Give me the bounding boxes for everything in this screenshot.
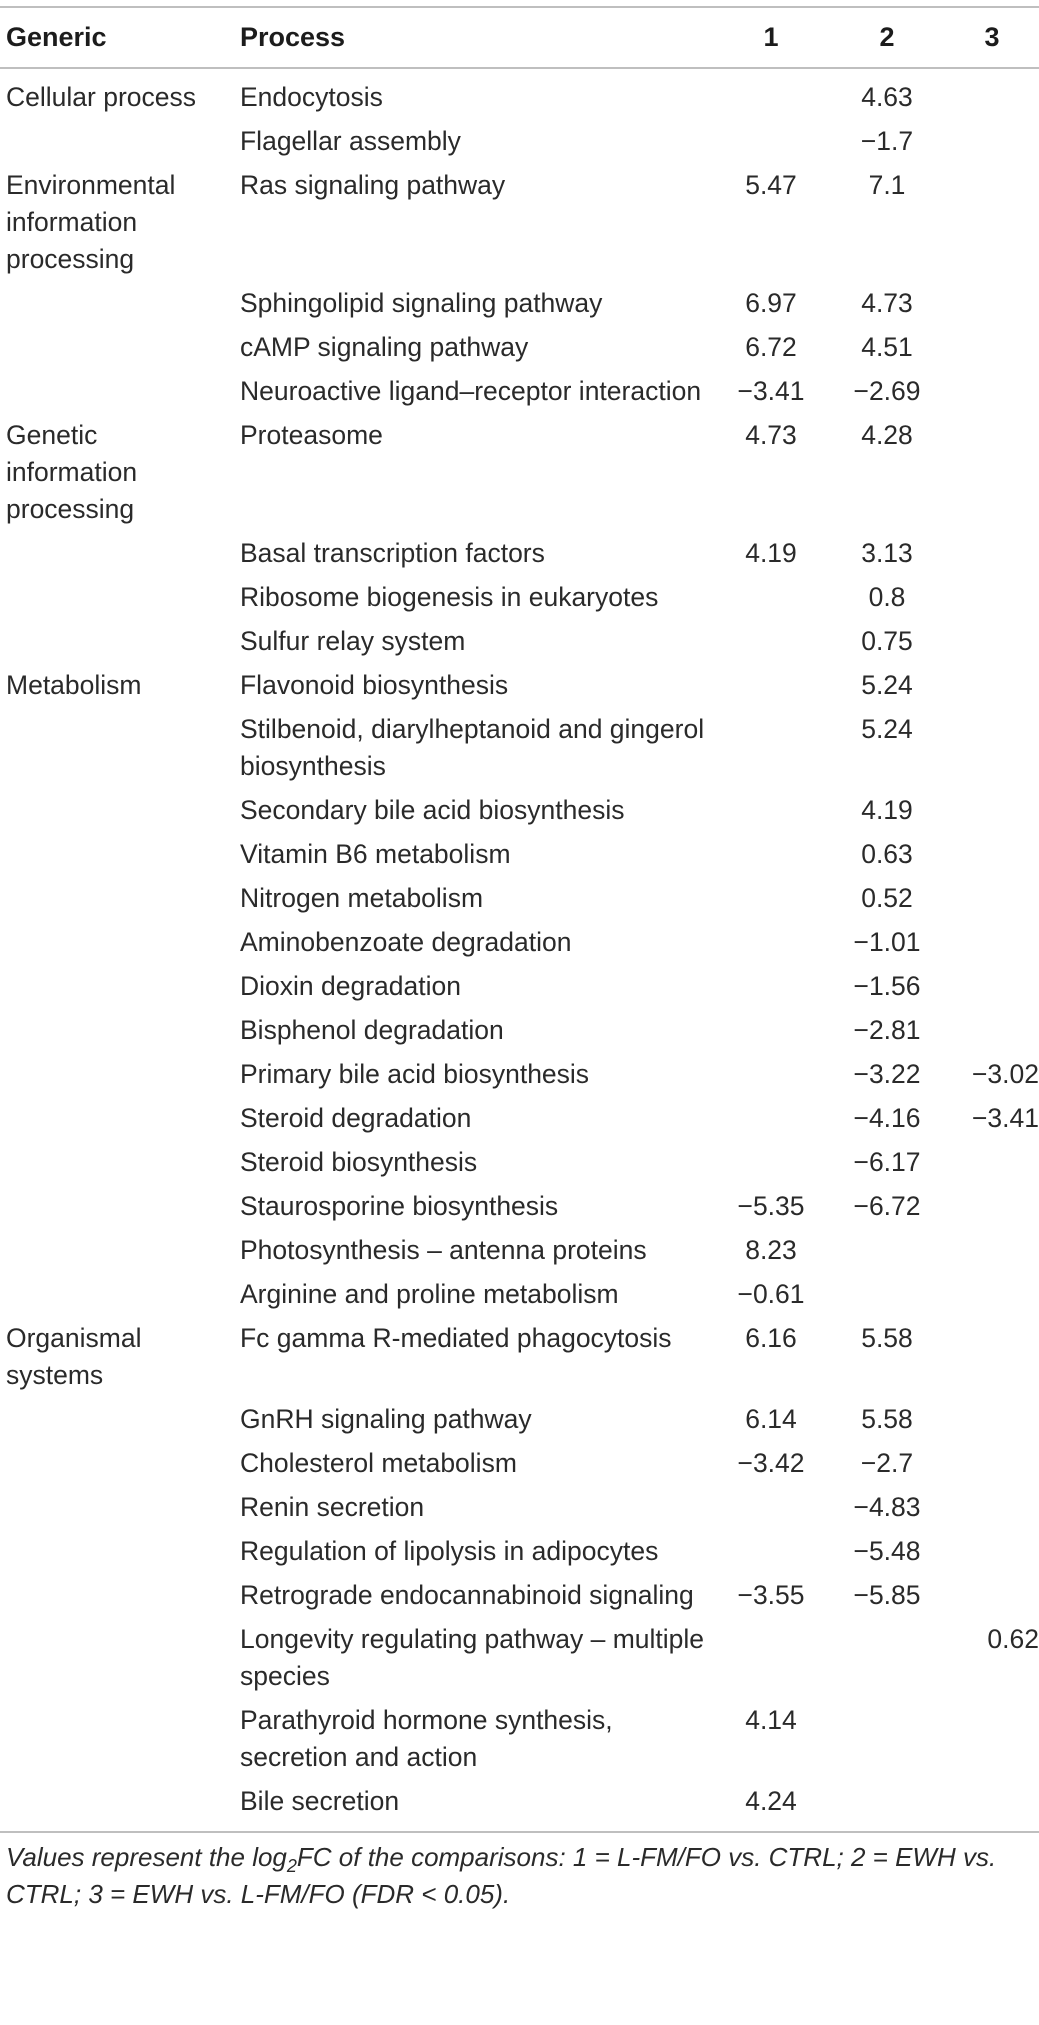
cell-value-2: 5.58	[861, 1404, 913, 1434]
cell-process: Regulation of lipolysis in adipocytes	[240, 1536, 659, 1566]
cell-process: Staurosporine biosynthesis	[240, 1191, 559, 1221]
cell-process: Longevity regulating pathway – multiple species	[240, 1624, 705, 1691]
header-row	[0, 7, 1039, 68]
cell-generic	[0, 788, 234, 832]
cell-value-1	[713, 1529, 829, 1573]
cell-value-3	[945, 920, 1039, 964]
cell-generic	[0, 1698, 234, 1779]
table-row	[0, 1779, 1039, 1823]
cell-value-3	[945, 68, 1039, 119]
footnote-text-1: Values represent the log	[6, 1842, 287, 1872]
cell-value-1: 4.73	[745, 420, 797, 450]
table-row	[0, 531, 1039, 575]
table-row	[0, 1228, 1039, 1272]
cell-value-1	[713, 663, 829, 707]
cell-value-2: 5.24	[861, 670, 913, 700]
cell-value-2	[829, 1779, 945, 1823]
cell-value-1	[713, 920, 829, 964]
cell-value-3	[945, 1441, 1039, 1485]
cell-value-1: −3.55	[737, 1580, 805, 1610]
cell-process: Nitrogen metabolism	[240, 883, 484, 913]
cell-process: Steroid biosynthesis	[240, 1147, 478, 1177]
cell-value-1: −3.42	[737, 1448, 805, 1478]
cell-value-2: −2.69	[853, 376, 921, 406]
cell-value-2: −2.81	[853, 1015, 921, 1045]
cell-value-1	[713, 68, 829, 119]
cell-value-3	[945, 325, 1039, 369]
cell-value-2: 5.24	[861, 714, 913, 744]
cell-value-1	[713, 619, 829, 663]
table-row	[0, 369, 1039, 413]
cell-generic	[0, 369, 234, 413]
cell-generic	[0, 1008, 234, 1052]
cell-value-2: 5.58	[861, 1323, 913, 1353]
cell-value-3	[945, 531, 1039, 575]
cell-process: Primary bile acid biosynthesis	[240, 1059, 590, 1089]
cell-value-3	[945, 163, 1039, 281]
cell-value-1	[713, 1140, 829, 1184]
cell-value-1: 4.19	[745, 538, 797, 568]
cell-process: Proteasome	[240, 420, 383, 450]
cell-value-3	[945, 369, 1039, 413]
table-row	[0, 1485, 1039, 1529]
kegg-process-table	[0, 6, 1039, 1823]
cell-process: Cholesterol metabolism	[240, 1448, 517, 1478]
cell-value-2: −6.17	[853, 1147, 921, 1177]
table-row	[0, 281, 1039, 325]
cell-value-1	[713, 1617, 829, 1698]
cell-value-1	[713, 876, 829, 920]
cell-value-1	[713, 575, 829, 619]
table-row	[0, 68, 1039, 119]
cell-value-3	[945, 1573, 1039, 1617]
cell-process: Arginine and proline metabolism	[240, 1279, 619, 1309]
cell-generic: Organismal systems	[6, 1323, 142, 1390]
table-row	[0, 1272, 1039, 1316]
table-row	[0, 663, 1039, 707]
header-generic: Generic	[0, 7, 234, 68]
cell-generic	[0, 1272, 234, 1316]
cell-value-2: 4.19	[861, 795, 913, 825]
cell-value-3	[945, 663, 1039, 707]
cell-generic	[0, 1140, 234, 1184]
cell-generic	[0, 575, 234, 619]
table-row	[0, 1441, 1039, 1485]
cell-generic	[0, 707, 234, 788]
cell-value-3	[945, 1779, 1039, 1823]
table-row	[0, 1573, 1039, 1617]
table-row	[0, 1052, 1039, 1096]
cell-value-2: 0.8	[868, 582, 906, 612]
cell-value-1: 8.23	[745, 1235, 797, 1265]
cell-value-2: 0.75	[861, 626, 913, 656]
cell-value-1: −5.35	[737, 1191, 805, 1221]
cell-value-1: 6.72	[745, 332, 797, 362]
cell-value-1: 6.16	[745, 1323, 797, 1353]
cell-value-1	[713, 1008, 829, 1052]
header-comparison-1: 1	[713, 7, 829, 68]
cell-generic	[0, 531, 234, 575]
cell-value-1	[713, 119, 829, 163]
cell-value-3	[945, 575, 1039, 619]
table-row	[0, 413, 1039, 531]
cell-value-3	[945, 619, 1039, 663]
cell-generic: Cellular process	[6, 82, 196, 112]
cell-value-2	[829, 1272, 945, 1316]
table-row	[0, 1140, 1039, 1184]
cell-value-2: −1.7	[860, 126, 914, 156]
cell-generic: Environmental information processing	[6, 170, 176, 274]
cell-process: Steroid degradation	[240, 1103, 472, 1133]
cell-value-3	[945, 1529, 1039, 1573]
cell-value-3	[945, 964, 1039, 1008]
table-footnote	[0, 1831, 1039, 1913]
cell-generic	[0, 1397, 234, 1441]
cell-value-2: −4.16	[853, 1103, 921, 1133]
table-row	[0, 707, 1039, 788]
cell-value-3	[945, 119, 1039, 163]
table-row	[0, 575, 1039, 619]
cell-value-3	[945, 707, 1039, 788]
cell-value-1	[713, 964, 829, 1008]
cell-generic	[0, 832, 234, 876]
cell-process: Flavonoid biosynthesis	[240, 670, 509, 700]
table-row	[0, 1617, 1039, 1698]
cell-value-2: −3.22	[853, 1059, 921, 1089]
table-row	[0, 920, 1039, 964]
table-row	[0, 1184, 1039, 1228]
cell-generic	[0, 920, 234, 964]
table-row	[0, 876, 1039, 920]
cell-process: Vitamin B6 metabolism	[240, 839, 511, 869]
cell-value-1: −3.41	[737, 376, 805, 406]
cell-process: Ribosome biogenesis in eukaryotes	[240, 582, 659, 612]
table-row	[0, 1529, 1039, 1573]
cell-process: Fc gamma R-mediated phagocytosis	[240, 1323, 672, 1353]
cell-process: Secondary bile acid biosynthesis	[240, 795, 625, 825]
table-row	[0, 119, 1039, 163]
table-container	[0, 6, 1039, 1913]
cell-value-3	[945, 1485, 1039, 1529]
cell-value-3: −3.02	[971, 1059, 1039, 1089]
cell-value-3	[945, 1228, 1039, 1272]
cell-value-1: 6.14	[745, 1404, 797, 1434]
cell-generic	[0, 1184, 234, 1228]
table-row	[0, 619, 1039, 663]
cell-generic	[0, 119, 234, 163]
header-process: Process	[234, 7, 713, 68]
cell-generic	[0, 964, 234, 1008]
cell-value-1	[713, 1096, 829, 1140]
cell-process: Basal transcription factors	[240, 538, 545, 568]
cell-value-2: −5.48	[853, 1536, 921, 1566]
table-row	[0, 832, 1039, 876]
cell-process: Photosynthesis – antenna proteins	[240, 1235, 647, 1265]
cell-process: Dioxin degradation	[240, 971, 461, 1001]
cell-value-2: −6.72	[853, 1191, 921, 1221]
cell-process: Aminobenzoate degradation	[240, 927, 572, 957]
cell-process: Sulfur relay system	[240, 626, 466, 656]
cell-value-3	[945, 876, 1039, 920]
cell-generic	[0, 1617, 234, 1698]
cell-process: Parathyroid hormone synthesis, secretion and action	[240, 1705, 613, 1772]
cell-value-1: −0.61	[737, 1279, 805, 1309]
table-row	[0, 788, 1039, 832]
cell-value-2: −1.56	[853, 971, 921, 1001]
cell-generic: Metabolism	[6, 670, 142, 700]
cell-value-3	[945, 1140, 1039, 1184]
cell-value-1	[713, 832, 829, 876]
cell-value-3	[945, 281, 1039, 325]
cell-value-3: −3.41	[971, 1103, 1039, 1133]
table-row	[0, 1096, 1039, 1140]
cell-generic	[0, 1485, 234, 1529]
cell-value-2	[829, 1698, 945, 1779]
cell-process: Bisphenol degradation	[240, 1015, 504, 1045]
cell-process: Stilbenoid, diarylheptanoid and gingerol biosynthesis	[240, 714, 705, 781]
footnote-subscript: 2	[286, 1856, 297, 1876]
header-comparison-2: 2	[829, 7, 945, 68]
cell-value-3	[945, 788, 1039, 832]
cell-value-1	[713, 788, 829, 832]
table-row	[0, 1008, 1039, 1052]
cell-value-1: 4.24	[745, 1786, 797, 1816]
cell-value-2: −2.7	[860, 1448, 914, 1478]
cell-generic	[0, 619, 234, 663]
cell-process: Ras signaling pathway	[240, 170, 506, 200]
cell-process: Retrograde endocannabinoid signaling	[240, 1580, 694, 1610]
table-row	[0, 325, 1039, 369]
cell-generic	[0, 325, 234, 369]
cell-process: Renin secretion	[240, 1492, 425, 1522]
cell-value-3	[945, 1698, 1039, 1779]
cell-value-2: 3.13	[861, 538, 913, 568]
cell-process: Endocytosis	[240, 82, 383, 112]
cell-value-2: −5.85	[853, 1580, 921, 1610]
cell-value-2: 4.73	[861, 288, 913, 318]
cell-generic: Genetic information processing	[6, 420, 138, 524]
cell-value-2: 4.63	[861, 82, 913, 112]
table-row	[0, 1316, 1039, 1397]
cell-process: Flagellar assembly	[240, 126, 461, 156]
cell-generic	[0, 1573, 234, 1617]
table-row	[0, 1397, 1039, 1441]
cell-process: Bile secretion	[240, 1786, 400, 1816]
cell-generic	[0, 1096, 234, 1140]
cell-generic	[0, 1052, 234, 1096]
table-body	[0, 68, 1039, 1823]
cell-generic	[0, 1441, 234, 1485]
cell-value-2: 4.51	[861, 332, 913, 362]
cell-value-3	[945, 832, 1039, 876]
cell-value-2	[829, 1228, 945, 1272]
cell-value-3	[945, 1008, 1039, 1052]
cell-value-2: 0.52	[861, 883, 913, 913]
cell-value-2	[829, 1617, 945, 1698]
cell-generic	[0, 1529, 234, 1573]
cell-value-2: 0.63	[861, 839, 913, 869]
cell-value-1: 5.47	[745, 170, 797, 200]
cell-value-1: 4.14	[745, 1705, 797, 1735]
header-comparison-3: 3	[945, 7, 1039, 68]
cell-value-1	[713, 1485, 829, 1529]
cell-value-3	[945, 1397, 1039, 1441]
cell-value-2: 7.1	[868, 170, 906, 200]
cell-value-3: 0.62	[987, 1624, 1039, 1654]
cell-value-2: 4.28	[861, 420, 913, 450]
cell-value-3	[945, 413, 1039, 531]
cell-value-2: −1.01	[853, 927, 921, 957]
cell-generic	[0, 1228, 234, 1272]
table-row	[0, 1698, 1039, 1779]
cell-process: Neuroactive ligand–receptor interaction	[240, 376, 702, 406]
cell-value-3	[945, 1184, 1039, 1228]
cell-generic	[0, 281, 234, 325]
table-row	[0, 163, 1039, 281]
cell-generic	[0, 876, 234, 920]
table-row	[0, 964, 1039, 1008]
cell-value-1: 6.97	[745, 288, 797, 318]
cell-value-1	[713, 1052, 829, 1096]
cell-process: Sphingolipid signaling pathway	[240, 288, 603, 318]
cell-process: cAMP signaling pathway	[240, 332, 529, 362]
cell-value-2: −4.83	[853, 1492, 921, 1522]
cell-value-1	[713, 707, 829, 788]
cell-generic	[0, 1779, 234, 1823]
cell-process: GnRH signaling pathway	[240, 1404, 532, 1434]
cell-value-3	[945, 1316, 1039, 1397]
cell-value-3	[945, 1272, 1039, 1316]
footnote-text-2: FC of the comparisons: 1 = L-FM/FO vs. CTRL; 2 = EWH vs. CTRL; 3 = EWH vs. L-FM/FO (FDR < 0.05).	[6, 1842, 997, 1909]
